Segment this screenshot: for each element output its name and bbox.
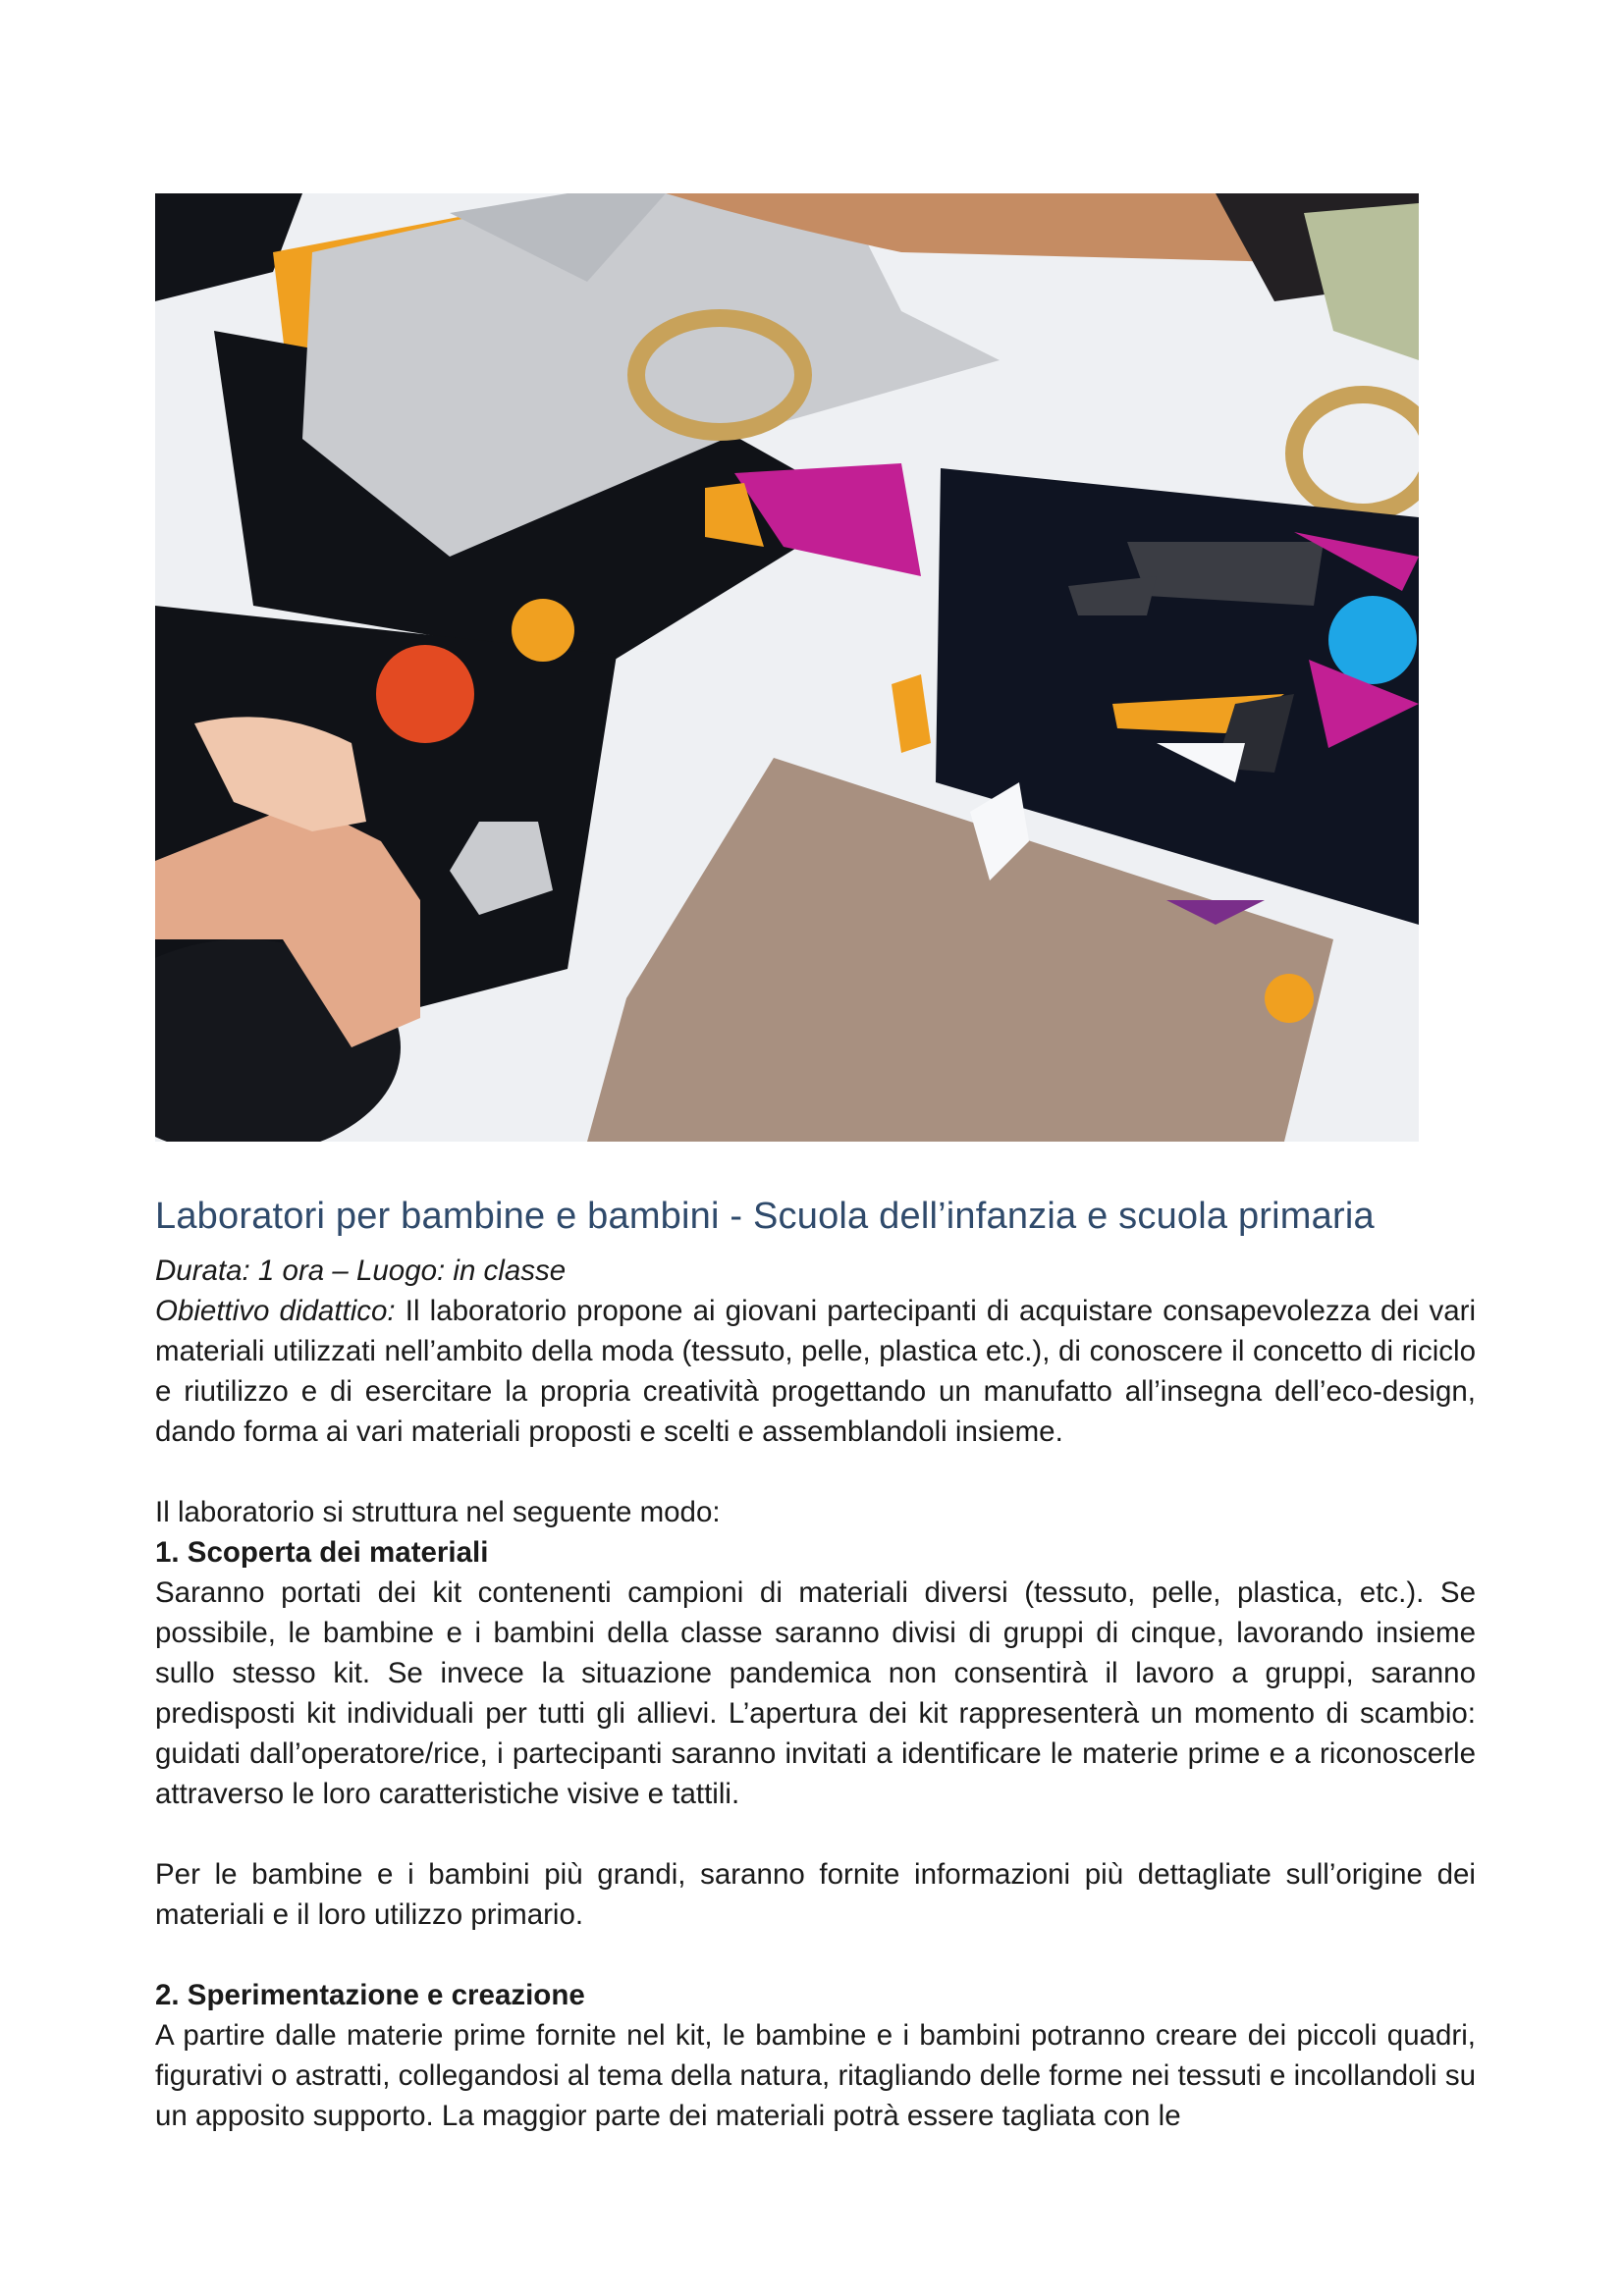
section2-paragraph-1: A partire dalle materie prime fornite nel kit, le bambine e i bambini potranno creare dei piccoli quadri, figurativi o astratti, collegandosi al tema della natura, ritagliando delle forme nei tessuti e incollandoli su un apposito supporto. La maggior parte dei materiali potrà essere tagliata con le — [155, 2019, 1476, 2132]
objective-label: Obiettivo didattico: — [155, 1295, 396, 1327]
section1-paragraph-1: Saranno portati dei kit contenenti campioni di materiali diversi (tessuto, pelle, plastica, etc.). Se possibile, le bambine e i bambini della classe saranno divisi di gruppi di cinque, lavorando insieme sullo stesso kit. Se invece la situazione pandemica non consentirà il lavoro a gruppi, saranno predisposti kit individuali per tutti gli allievi. L’apertura dei kit rappresenterà un momento di scambio: guidati dall’operatore/rice, i partecipanti saranno invitati a identificare le materie prime e a riconoscerle attraverso le loro caratteristiche visive e tattili. — [155, 1576, 1476, 1810]
document-body — [155, 1188, 1476, 2136]
section1-paragraph-2: Per le bambine e i bambini più grandi, saranno fornite informazioni più dettagliate sull’origine dei materiali e il loro utilizzo primario. — [155, 1858, 1476, 1931]
intro-text: Il laboratorio si struttura nel seguente modo: — [155, 1496, 721, 1528]
workshop-photo — [155, 193, 1419, 1142]
objective-text: Il laboratorio propone ai giovani partecipanti di acquistare consapevolezza dei vari materiali utilizzati nell’ambito della moda (tessuto, pelle, plastica etc.), di conoscere il concetto di riciclo e riutilizzo e di esercitare la propria creatività progettando un manufatto all’insegna dell’eco-design, dando forma ai vari materiali proposti e scelti e assemblandoli insieme. — [155, 1295, 1476, 1448]
section1-title: 1. Scoperta dei materiali — [155, 1536, 489, 1569]
page-title: Laboratori per bambine e bambini - Scuola dell’infanzia e scuola primaria — [155, 1196, 1375, 1237]
section2-title: 2. Sperimentazione e creazione — [155, 1979, 585, 2011]
photo-illustration — [155, 193, 1419, 1142]
objective-paragraph — [155, 1291, 1476, 1452]
duration-location: Durata: 1 ora – Luogo: in classe — [155, 1255, 567, 1287]
